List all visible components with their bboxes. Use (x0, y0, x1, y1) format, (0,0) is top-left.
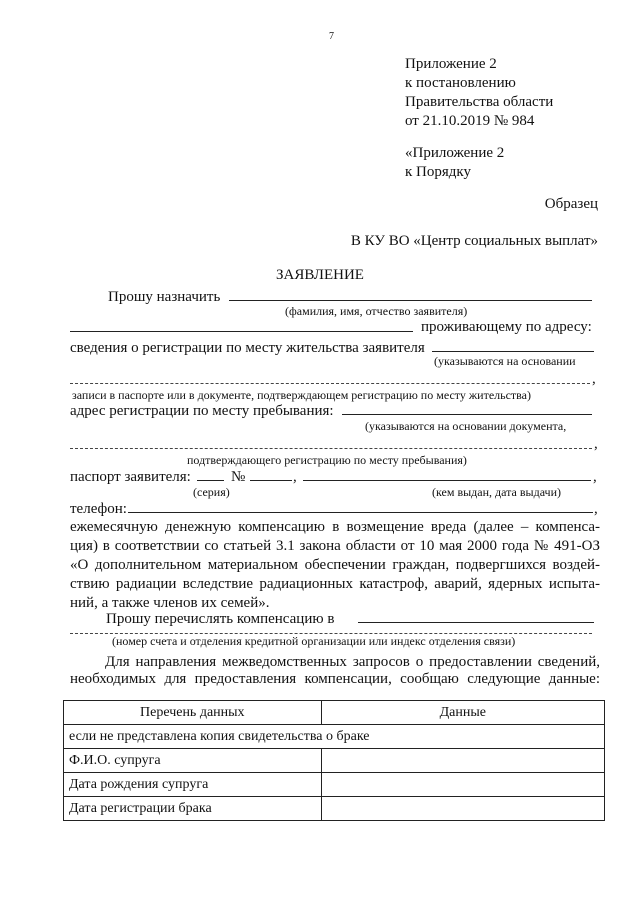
procedure-line: «Приложение 2 (405, 145, 505, 161)
document-title: ЗАЯВЛЕНИЕ (276, 267, 364, 283)
phone-field-line[interactable] (128, 512, 593, 513)
interdept-line: необходимых для предоставления компенсации, сообщаю следующие данные: (70, 671, 600, 687)
fio-field-line[interactable] (229, 300, 592, 301)
paragraph-line: «О дополнительном материальном обеспечении граждан, подвергшихся воздей- (70, 557, 600, 573)
passport-number-line[interactable] (250, 480, 292, 481)
transfer-field-line[interactable] (358, 622, 594, 623)
appendix-header (405, 55, 553, 131)
table-header-row (64, 701, 605, 725)
comma: , (594, 436, 598, 452)
phone-label: телефон: (70, 501, 127, 517)
comma: , (293, 469, 297, 485)
section-cell: если не представлена копия свидетельства о браке (64, 725, 605, 749)
fio-hint: (фамилия, имя, отчество заявителя) (285, 304, 468, 318)
passport-issued-line[interactable] (303, 480, 591, 481)
row-value[interactable] (321, 749, 604, 773)
registration-hint: (указываются на основании (434, 354, 576, 368)
paragraph-line: ция) в соответствии со статьей 3.1 закона области от 10 мая 2000 года № 491-ОЗ (70, 538, 600, 554)
comma: , (593, 469, 597, 485)
appendix-line: Приложение 2 (405, 56, 497, 72)
procedure-line: к Порядку (405, 164, 471, 180)
data-table (63, 700, 605, 821)
stay-label: адрес регистрации по месту пребывания: (70, 403, 334, 419)
column-header: Перечень данных (64, 701, 322, 725)
page-number: 7 (329, 31, 334, 42)
stay-address-line[interactable] (70, 448, 592, 449)
registration-label: сведения о регистрации по месту жительства заявителя (70, 340, 425, 356)
request-prefix: Прошу назначить (108, 289, 221, 305)
table-section-row (64, 725, 605, 749)
stay-hint: подтверждающего регистрацию по месту пребывания) (187, 453, 467, 467)
account-hint: (номер счета и отделения кредитной организации или индекс отделения связи) (112, 634, 516, 648)
sample-label: Образец (544, 196, 598, 212)
residing-label: проживающему по адресу: (421, 319, 592, 335)
interdept-line: Для направления межведомственных запросов о предоставлении сведений, (105, 654, 600, 670)
fio-continued-line[interactable] (70, 331, 413, 332)
comma: , (592, 371, 596, 387)
table-row (64, 773, 605, 797)
passport-series-line[interactable] (197, 480, 224, 481)
registration-hint: записи в паспорте или в документе, подтверждающем регистрацию по месту жительства) (72, 388, 532, 402)
passport-number-sign: № (231, 469, 246, 485)
paragraph-line: ствию радиации вследствие радиационных катастроф, аварий, ядерных испыта- (70, 576, 600, 592)
row-value[interactable] (321, 797, 604, 821)
addressee: В КУ ВО «Центр социальных выплат» (350, 233, 598, 249)
transfer-label: Прошу перечислять компенсацию в (106, 611, 335, 627)
appendix-line: Правительства области (405, 94, 554, 110)
row-value[interactable] (321, 773, 604, 797)
paragraph-line: ний, а также членов их семей». (70, 595, 270, 611)
row-label: Ф.И.О. супруга (64, 749, 322, 773)
table-row (64, 797, 605, 821)
table-row (64, 749, 605, 773)
appendix-line: к постановлению (405, 75, 516, 91)
row-label: Дата рождения супруга (64, 773, 322, 797)
row-label: Дата регистрации брака (64, 797, 322, 821)
column-header: Данные (321, 701, 604, 725)
appendix-line: от 21.10.2019 № 984 (405, 113, 535, 129)
series-hint: (серия) (193, 485, 230, 499)
stay-field-line[interactable] (342, 414, 592, 415)
paragraph-line: ежемесячную денежную компенсацию в возмещение вреда (далее – компенса- (70, 519, 600, 535)
registration-field-line[interactable] (432, 351, 594, 352)
issued-hint: (кем выдан, дата выдачи) (432, 485, 561, 499)
stay-hint: (указываются на основании документа, (365, 419, 567, 433)
passport-label: паспорт заявителя: (70, 469, 191, 485)
registration-address-line[interactable] (70, 383, 590, 384)
procedure-header (405, 144, 504, 182)
comma: , (594, 501, 598, 517)
